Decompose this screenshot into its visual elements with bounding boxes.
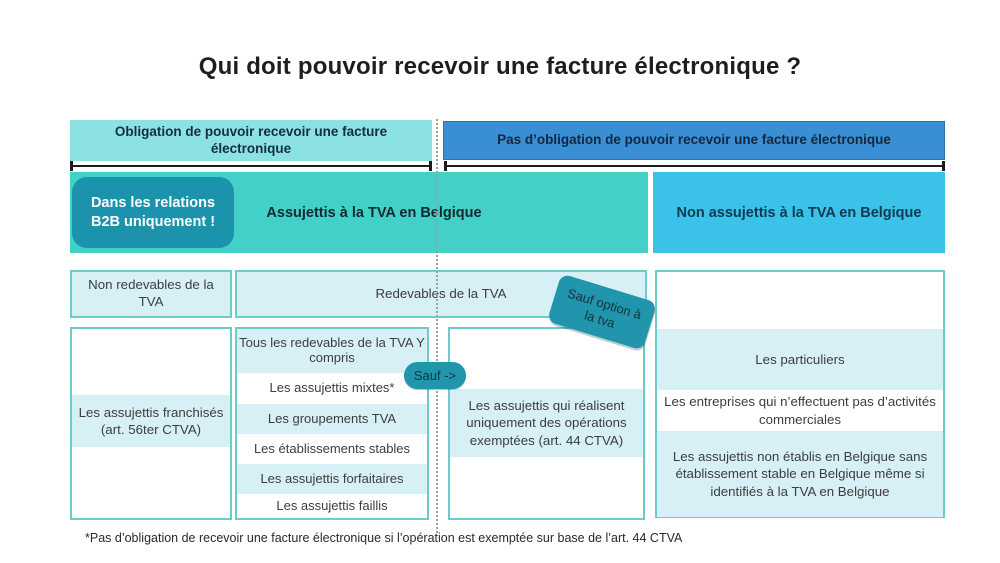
sauf-pill: Sauf -> <box>404 362 466 389</box>
b2b-note-box: Dans les relations B2B uniquement ! <box>72 177 234 248</box>
non-assujettis-label: Non assujettis à la TVA en Belgique <box>653 172 945 253</box>
franchised-panel <box>70 327 232 520</box>
redevables-cell: Redevables de la TVA <box>235 270 647 318</box>
spacer <box>657 272 943 329</box>
bracket-left <box>70 161 432 171</box>
row-assujettis <box>70 172 648 253</box>
list-item: Les établissements stables <box>237 434 427 464</box>
list-item: Les assujettis faillis <box>237 494 427 518</box>
non-redevables-cell: Non redevables de la TVA <box>70 270 232 318</box>
exempt-band: Les assujettis qui réalisent uniquement des opérations exemptées (art. 44 CTVA) <box>450 389 643 457</box>
list-item: Les assujettis mixtes* <box>237 373 427 404</box>
header-pas-obligation: Pas d’obligation de pouvoir recevoir une facture électronique <box>443 121 945 160</box>
list-item: Les groupements TVA <box>237 404 427 434</box>
particuliers-band: Les particuliers <box>657 329 943 390</box>
sauf-option-badge: Sauf option à la tva <box>547 273 657 350</box>
footnote: *Pas d’obligation de recevoir une facture électronique si l’opération est exemptée sur base de l’art. 44 CTVA <box>85 531 683 545</box>
assujettis-label: Assujettis à la TVA en Belgique <box>266 204 482 221</box>
non-assujettis-panel <box>655 270 945 518</box>
bracket-right <box>444 161 945 171</box>
entreprises-band: Les entreprises qui n’effectuent pas d’activités commerciales <box>657 390 943 431</box>
redevables-list <box>235 327 429 520</box>
list-header: Tous les redevables de la TVA Y compris <box>237 329 427 373</box>
list-item: Les assujettis forfaitaires <box>237 464 427 494</box>
franchised-band: Les assujettis franchisés (art. 56ter CTVA) <box>72 395 230 447</box>
non-etablis-band: Les assujettis non établis en Belgique sans établissement stable en Belgique même si identifiés à la TVA en Belgique <box>657 431 943 517</box>
exempt-panel <box>448 327 645 520</box>
page-title: Qui doit pouvoir recevoir une facture électronique ? <box>198 53 802 80</box>
dotted-divider <box>436 119 438 533</box>
header-obligation: Obligation de pouvoir recevoir une facture électronique <box>70 120 432 161</box>
